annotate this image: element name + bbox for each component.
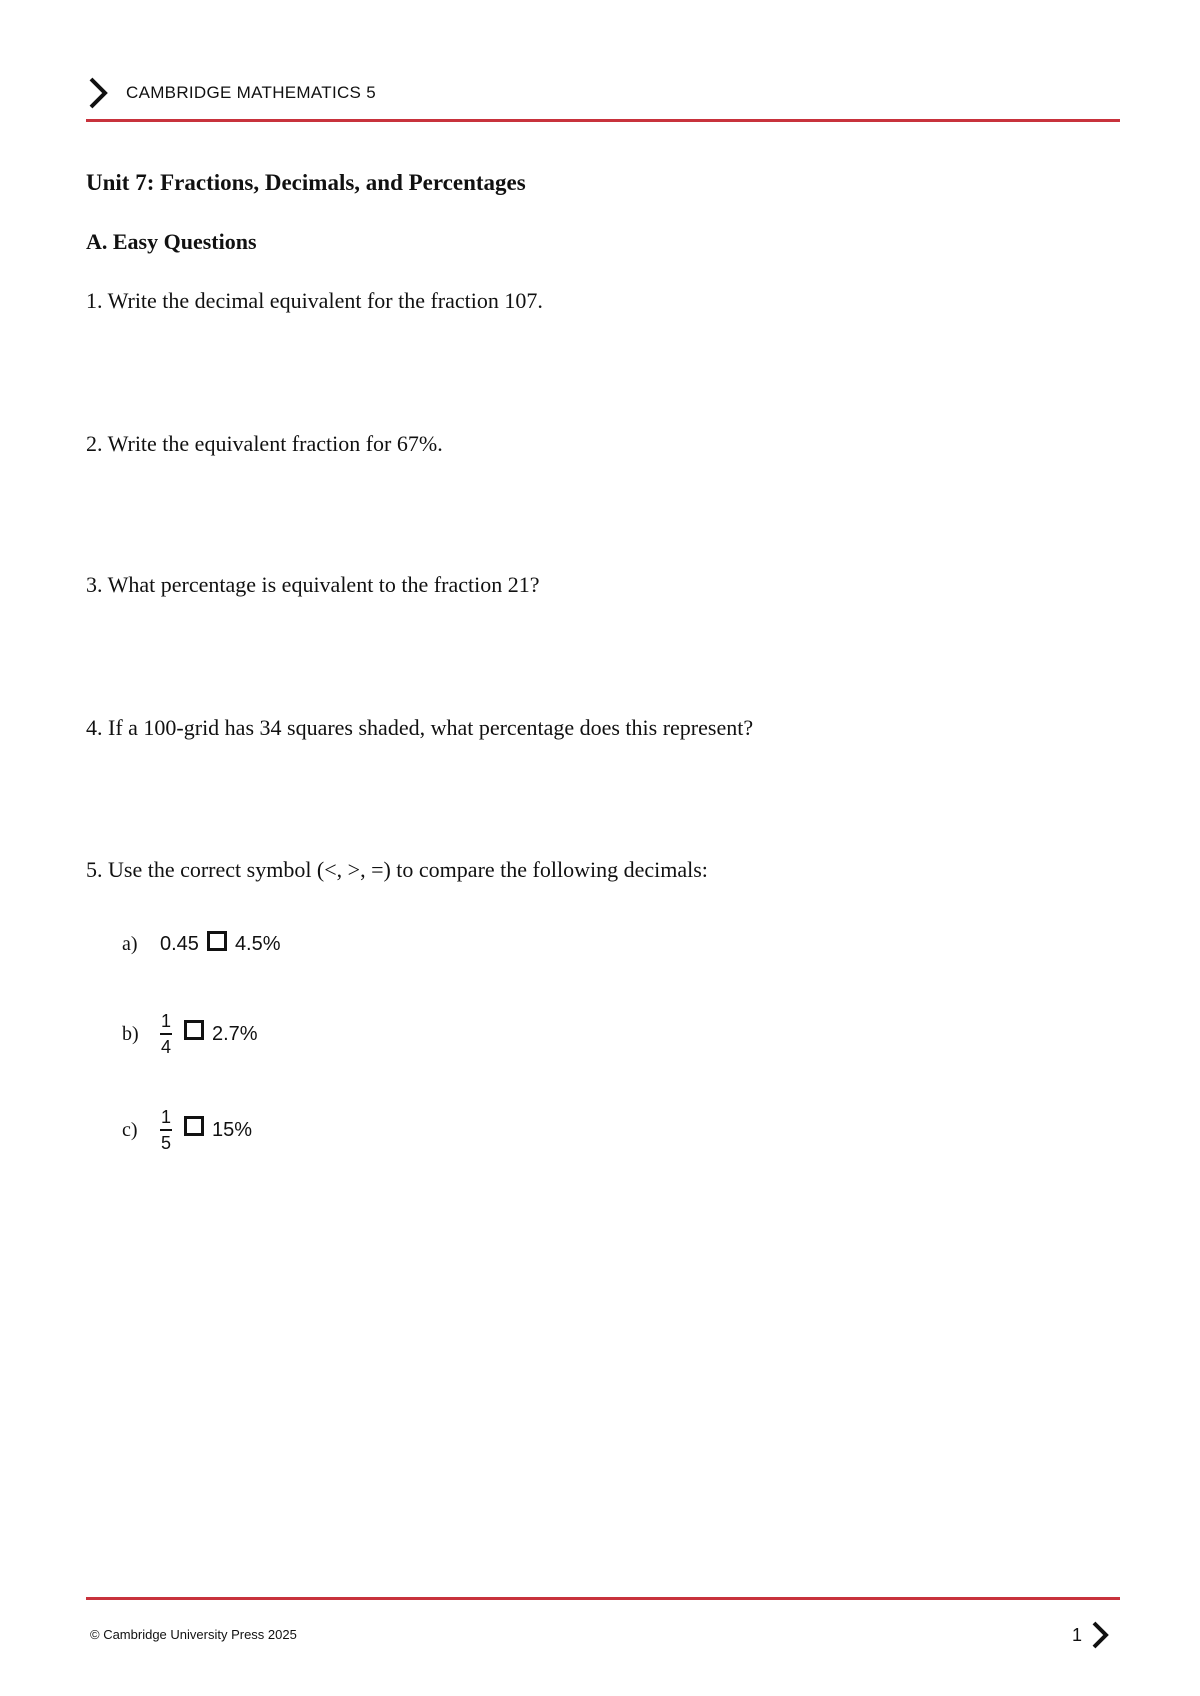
fraction-denominator: 4	[160, 1037, 171, 1057]
copyright-notice: © Cambridge University Press 2025	[90, 1627, 297, 1642]
footer-divider	[86, 1597, 1120, 1600]
unit-title: Unit 7: Fractions, Decimals, and Percentages	[86, 170, 526, 195]
answer-box[interactable]	[184, 1020, 204, 1040]
fraction-bar	[160, 1033, 172, 1035]
comparison-a	[122, 933, 281, 956]
comparison-right-value: 4.5%	[234, 933, 281, 955]
page-number: 1	[1072, 1624, 1083, 1645]
fraction-denominator: 5	[160, 1133, 171, 1153]
question-2: 2. Write the equivalent fraction for 67%.	[86, 431, 443, 456]
answer-box[interactable]	[207, 931, 227, 951]
page-header	[86, 76, 376, 110]
fraction-numerator: 1	[160, 1107, 171, 1127]
fraction-bar	[160, 1129, 172, 1131]
comparison-c	[122, 1106, 252, 1154]
comparison-left-value: 0.45	[160, 933, 199, 955]
question-5: 5. Use the correct symbol (<, >, =) to compare the following decimals:	[86, 857, 708, 882]
fraction-numerator: 1	[160, 1011, 171, 1031]
header-divider	[86, 119, 1120, 122]
comparison-right-value: 15%	[212, 1118, 253, 1141]
comparison-b	[122, 1010, 258, 1058]
worksheet-content	[86, 170, 1116, 1153]
comparison-label: b)	[122, 1022, 139, 1045]
comparison-right-value: 2.7%	[212, 1022, 258, 1045]
section-title: A. Easy Questions	[86, 229, 257, 254]
question-1: 1. Write the decimal equivalent for the fraction 107.	[86, 288, 543, 313]
fraction	[160, 1010, 172, 1058]
fraction	[160, 1106, 172, 1154]
answer-box[interactable]	[184, 1116, 204, 1136]
header-title: CAMBRIDGE MATHEMATICS 5	[126, 83, 376, 102]
page-footer-nav	[1072, 1620, 1110, 1650]
chevron-right-icon	[1090, 1620, 1110, 1650]
question-3: 3. What percentage is equivalent to the fraction 21?	[86, 572, 540, 597]
chevron-right-icon	[86, 76, 110, 110]
comparison-label: c)	[122, 1118, 138, 1141]
question-4: 4. If a 100-grid has 34 squares shaded, what percentage does this represent?	[86, 715, 754, 740]
comparison-label: a)	[122, 933, 138, 955]
